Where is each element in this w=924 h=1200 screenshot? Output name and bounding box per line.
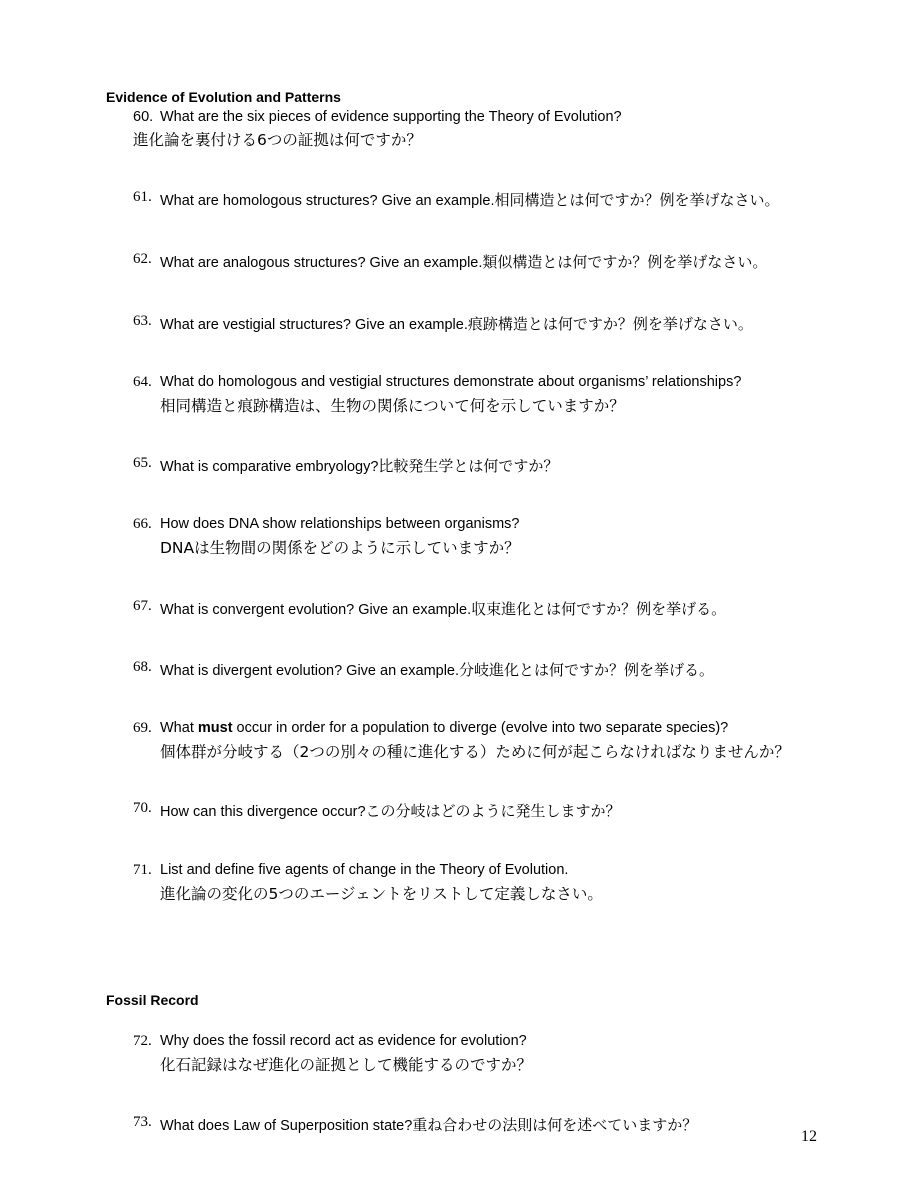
question-text-jp: 比較発生学とは何ですか？ — [378, 457, 559, 475]
section-title-fossil: Fossil Record — [106, 992, 199, 1008]
question-text-jp: 分岐進化とは何ですか？例を挙げる。 — [459, 661, 715, 679]
question-text-jp: 痕跡構造とは何ですか？例を挙げなさい。 — [467, 315, 753, 333]
question-number: 61. — [133, 189, 152, 205]
question-number: 64. — [133, 374, 152, 390]
question-text-en: What are the six pieces of evidence supporting the Theory of Evolution? — [160, 109, 622, 125]
question-number: 73. — [133, 1114, 152, 1130]
question-line — [160, 598, 726, 619]
question-line — [160, 800, 621, 821]
question-text-jp: 進化論の変化の5つのエージェントをリストして定義しなさい。 — [160, 885, 603, 903]
question-text-emphasis: must — [197, 720, 233, 736]
question-number: 68. — [133, 659, 152, 675]
question-number: 67. — [133, 598, 152, 614]
question-text-en: What are homologous structures? Give an example. — [160, 193, 495, 209]
question-text-en: What are analogous structures? Give an example. — [160, 255, 483, 271]
section-title-evolution: Evidence of Evolution and Patterns — [106, 89, 341, 105]
question-text-jp: 相同構造と痕跡構造は、生物の関係について何を示していますか？ — [160, 397, 625, 415]
question-number: 69. — [133, 720, 152, 736]
question-text-jp: DNAは生物間の関係をどのように示していますか？ — [160, 539, 520, 557]
question-line — [160, 189, 780, 210]
question-number: 63. — [133, 313, 152, 329]
question-text-jp: 個体群が分岐する（2つの別々の種に進化する）ために何が起こらなければなりませんか？ — [160, 743, 790, 761]
question-text-jp: 化石記録はなぜ進化の証拠として機能するのですか？ — [160, 1056, 533, 1074]
question-text-en: What are vestigial structures? Give an example. — [160, 317, 468, 333]
question-text-en-end: occur in order for a population to diverge (evolve into two separate species)? — [232, 720, 729, 736]
question-line — [160, 251, 767, 272]
question-line — [160, 1114, 697, 1135]
question-text-jp: 重ね合わせの法則は何を述べていますか？ — [412, 1116, 698, 1134]
question-number: 66. — [133, 516, 152, 532]
question-text-en: How does DNA show relationships between organisms? — [160, 516, 520, 532]
question-number: 70. — [133, 800, 152, 816]
question-text-en: What does Law of Superposition state? — [160, 1118, 413, 1134]
question-text-en: What is comparative embryology? — [160, 459, 379, 475]
question-line — [160, 659, 714, 680]
question-text-en: Why does the fossil record act as evidence for evolution? — [160, 1033, 527, 1049]
question-line — [160, 720, 728, 736]
question-text-jp: 類似構造とは何ですか？例を挙げなさい。 — [482, 253, 768, 271]
question-number: 72. — [133, 1033, 152, 1049]
question-text-jp: 相同構造とは何ですか？例を挙げなさい。 — [494, 191, 780, 209]
question-number: 60. — [133, 109, 154, 125]
question-line — [160, 455, 558, 476]
question-text-jp: 進化論を裏付ける6つの証拠は何ですか？ — [133, 131, 422, 149]
question-text-en: What do homologous and vestigial structures demonstrate about organisms’ relationships? — [160, 374, 742, 390]
question-number: 62. — [133, 251, 152, 267]
question-line — [160, 313, 753, 334]
question-text-en: How can this divergence occur? — [160, 804, 366, 820]
question-text-en-start: What — [160, 720, 198, 736]
question-text-en: What is convergent evolution? Give an example. — [160, 602, 472, 618]
question-number: 71. — [133, 862, 152, 878]
question-text-en: List and define five agents of change in the Theory of Evolution. — [160, 862, 569, 878]
page-number: 12 — [801, 1128, 817, 1145]
question-text-jp: この分岐はどのように発生しますか？ — [365, 802, 621, 820]
question-number: 65. — [133, 455, 152, 471]
question-text-en: What is divergent evolution? Give an example. — [160, 663, 460, 679]
question-text-jp: 収束進化とは何ですか？例を挙げる。 — [471, 600, 727, 618]
